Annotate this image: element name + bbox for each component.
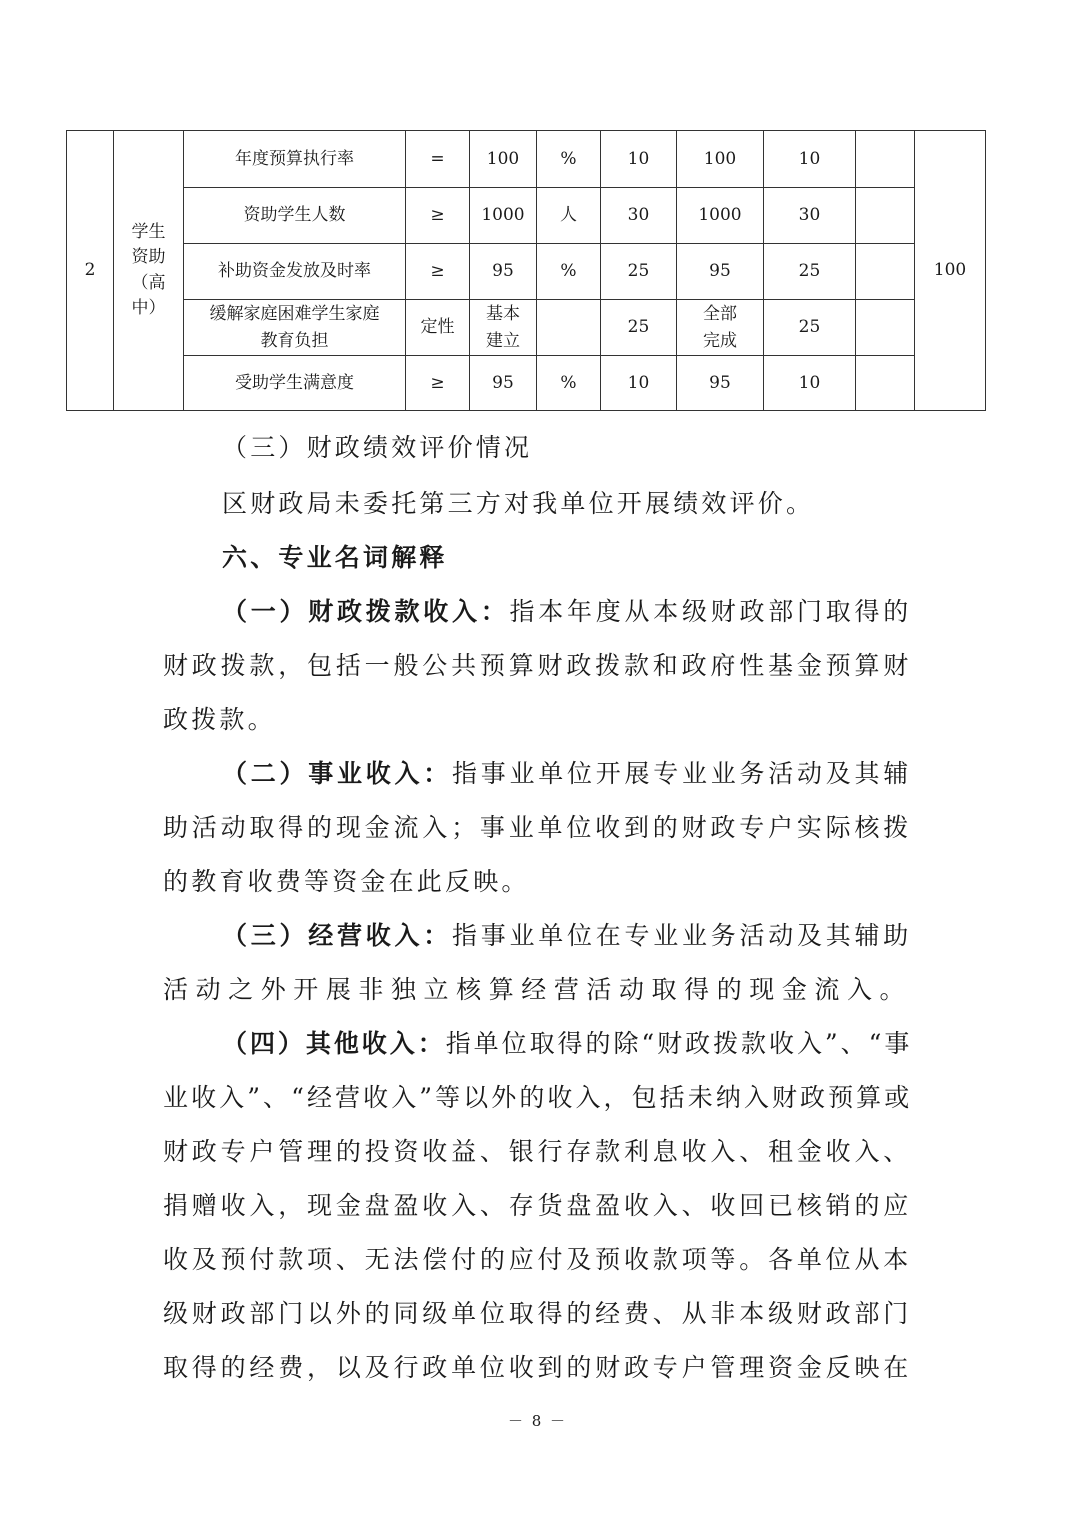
page-number: － 8 － (507, 1412, 568, 1430)
definition-text: 指单位取得的除“财政拨款收入”、“事 (445, 1029, 913, 1058)
definition-line: 助活动取得的现金流入；事业单位收到的财政专户实际核拨 (163, 813, 913, 842)
unit-cell: % (537, 356, 601, 411)
definition-first-line (222, 1024, 912, 1060)
target-cell: 1000 (470, 188, 537, 244)
actual-text: 全部 完成 (703, 304, 737, 351)
actual-cell: 100 (677, 131, 764, 188)
target-text: 基本 建立 (486, 304, 520, 351)
target-cell (470, 300, 537, 356)
table-row (67, 356, 986, 411)
operator-cell: ≥ (406, 244, 470, 300)
operator-cell: 定性 (406, 300, 470, 356)
note-cell (856, 356, 915, 411)
score-cell: 10 (764, 356, 856, 411)
indicator-cell: 资助学生人数 (184, 188, 406, 244)
definition-line: 的教育收费等资金在此反映。 (163, 867, 530, 896)
definition-line: 捐赠收入，现金盘盈收入、存货盘盈收入、收回已核销的应 (163, 1191, 913, 1220)
definition-line: 业收入”、“经营收入”等以外的收入，包括未纳入财政预算或 (163, 1083, 913, 1112)
note-cell (856, 300, 915, 356)
definition-line: 政拨款。 (163, 705, 276, 734)
row-number-cell: 2 (67, 131, 114, 411)
unit-cell: % (537, 244, 601, 300)
definition-term: （二）事业收入： (222, 759, 453, 788)
indicator-cell: 补助资金发放及时率 (184, 244, 406, 300)
category-text: 学生 资助 （高 中） (131, 221, 166, 318)
operator-cell: ≥ (406, 188, 470, 244)
target-cell: 95 (470, 356, 537, 411)
unit-cell: % (537, 131, 601, 188)
score-cell: 25 (764, 300, 856, 356)
actual-cell: 1000 (677, 188, 764, 244)
weight-cell: 10 (601, 131, 677, 188)
unit-cell (537, 300, 601, 356)
performance-table (66, 130, 986, 411)
definition-line: 财政专户管理的投资收益、银行存款利息收入、租金收入、 (163, 1137, 913, 1166)
definition-line: 取得的经费，以及行政单位收到的财政专户管理资金反映在 (163, 1353, 913, 1382)
weight-cell: 25 (601, 300, 677, 356)
definition-line: 活动之外开展非独立核算经营活动取得的现金流入。 (163, 975, 913, 1004)
weight-cell: 10 (601, 356, 677, 411)
target-cell: 95 (470, 244, 537, 300)
table-row (67, 131, 986, 188)
operator-cell: ≥ (406, 356, 470, 411)
target-cell: 100 (470, 131, 537, 188)
definition-text: 指事业单位在专业业务活动及其辅助 (452, 921, 913, 950)
actual-cell: 95 (677, 356, 764, 411)
definition-text: 指事业单位开展专业业务活动及其辅 (452, 759, 913, 788)
definition-line: 财政拨款，包括一般公共预算财政拨款和政府性基金预算财 (163, 651, 913, 680)
definition-line: 收及预付款项、无法偿付的应付及预收款项等。各单位从本 (163, 1245, 913, 1274)
note-cell (856, 131, 915, 188)
section-heading: （三）财政绩效评价情况 (222, 433, 533, 462)
actual-cell: 95 (677, 244, 764, 300)
unit-cell: 人 (537, 188, 601, 244)
indicator-cell (184, 300, 406, 356)
definition-line: 级财政部门以外的同级单位取得的经费、从非本级财政部门 (163, 1299, 913, 1328)
note-cell (856, 188, 915, 244)
table-row (67, 300, 986, 356)
indicator-text: 缓解家庭困难学生家庭 教育负担 (209, 304, 380, 351)
definition-first-line (222, 916, 912, 952)
score-cell: 25 (764, 244, 856, 300)
category-cell (114, 131, 184, 411)
indicator-cell: 年度预算执行率 (184, 131, 406, 188)
table-row (67, 244, 986, 300)
definition-term: （三）经营收入： (222, 921, 453, 950)
weight-cell: 30 (601, 188, 677, 244)
definition-text: 指本年度从本级财政部门取得的 (509, 597, 913, 626)
score-cell: 30 (764, 188, 856, 244)
indicator-cell: 受助学生满意度 (184, 356, 406, 411)
actual-cell (677, 300, 764, 356)
section-heading: 六、专业名词解释 (222, 543, 448, 572)
table-row (67, 188, 986, 244)
score-cell: 10 (764, 131, 856, 188)
total-score-cell: 100 (915, 131, 986, 411)
definition-first-line (222, 754, 912, 790)
weight-cell: 25 (601, 244, 677, 300)
definition-first-line (222, 592, 912, 628)
note-cell (856, 244, 915, 300)
paragraph: 区财政局未委托第三方对我单位开展绩效评价。 (222, 489, 815, 518)
definition-term: （四）其他收入： (222, 1029, 446, 1058)
definition-term: （一）财政拨款收入： (222, 597, 510, 626)
operator-cell: = (406, 131, 470, 188)
